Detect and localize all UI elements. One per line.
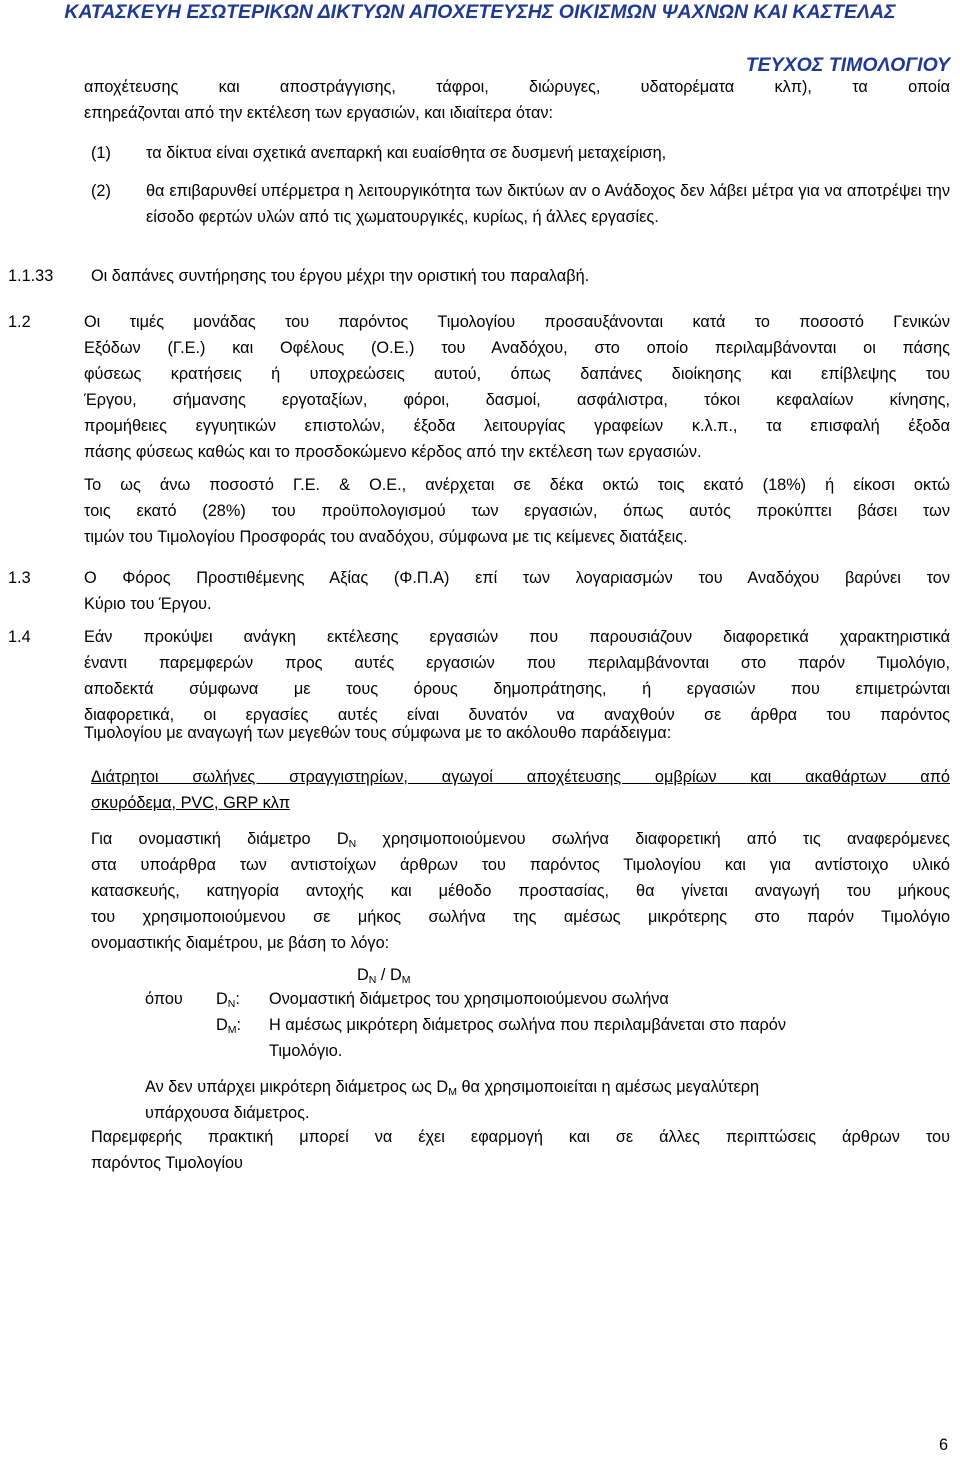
- text-line: έναντι παρεμφερών προς αυτές εργασιών που περιλαμβάνονται στο παρόν Τιμολόγιο,: [84, 654, 950, 672]
- text-line: παρόντος Τιμολογίου: [91, 1154, 243, 1172]
- section-1-2-paragraph-2: [84, 472, 950, 524]
- text-run: χρησιμοποιούμενου σωλήνα διαφορετική από τις αναφερόμενες: [356, 830, 950, 848]
- fallback-note: [145, 1074, 950, 1126]
- formula-symbol: D: [357, 966, 369, 984]
- text-line: [145, 1074, 950, 1100]
- text-line: διαφορετικά, οι εργασίες αυτές είναι δυνατόν να αναχθούν σε άρθρα του παρόντος: [84, 706, 950, 724]
- subscript: M: [227, 1024, 237, 1036]
- intro-line-1: αποχέτευσης και αποστράγγισης, τάφροι, διώρυγες, υδατορέματα κλπ), τα οποία: [84, 78, 950, 96]
- formula-symbol: D: [389, 966, 402, 984]
- formula-separator: /: [376, 966, 390, 984]
- colon: :: [236, 1016, 242, 1034]
- section-number: 1.4: [8, 628, 31, 646]
- where-label: όπου: [145, 990, 183, 1008]
- subscript: N: [348, 838, 357, 850]
- text-line: προμήθειες εγγυητικών επιστολών, έξοδα λειτουργίας γραφείων κ.λ.π., τα επισφαλή έξοδα: [84, 417, 950, 435]
- colon: :: [235, 990, 240, 1008]
- section-1-4-paragraph: [84, 624, 950, 728]
- condition-text: τα δίκτυα είναι σχετικά ανεπαρκή και ευαίσθητα σε δυσμενή μεταχείριση,: [146, 144, 667, 162]
- pipe-heading: [91, 764, 950, 790]
- page-number: 6: [938, 1436, 948, 1454]
- section-number: 1.2: [8, 313, 31, 331]
- intro-paragraph: [84, 74, 950, 100]
- text-line: Έργου, σήμανσης εργοταξίων, φόροι, δασμοί, ασφάλιστρα, τόκοι κεφαλαίων κίνησης,: [84, 391, 950, 409]
- section-text: Οι δαπάνες συντήρησης του έργου μέχρι την οριστική του παραλαβή.: [91, 267, 590, 285]
- pipe-heading-end: [91, 790, 950, 816]
- text-line: Τιμολογίου με αναγωγή των μεγεθών τους σύμφωνα με το ακόλουθο παράδειγμα:: [84, 724, 672, 742]
- text-line: Ο Φόρος Προστιθέμενης Αξίας (Φ.Π.Α) επί των λογαριασμών του Αναδόχου βαρύνει τον: [84, 569, 950, 587]
- section-1-2-last-line: [84, 439, 950, 465]
- text-line: φύσεως κρατήσεις ή υποχρεώσεις αυτού, όπως δαπάνες διοίκησης και επίβλεψης του: [84, 365, 950, 383]
- intro-line-2: επηρεάζονται από την εκτέλεση των εργασιών, και ιδιαίτερα όταν:: [84, 104, 554, 122]
- section-number: 1.3: [8, 569, 31, 587]
- text-run: Αν δεν υπάρχει μικρότερη διάμετρος ως D: [145, 1078, 449, 1096]
- text-line: στα υποάρθρα των αντιστοίχων άρθρων του παρόντος Τιμολογίου και για αντίστοιχο υλικό: [91, 856, 950, 874]
- text-line: αποδεκτά σύμφωνα με τους όρους δημοπράτησης, ή εργασιών που επιμετρώνται: [84, 680, 950, 698]
- text-line: Η αμέσως μικρότερη διάμετρος σωλήνα που περιλαμβάνεται στο παρόν: [269, 1016, 786, 1034]
- text-line: κατασκευής, κατηγορία αντοχής και μέθοδο προστασίας, θα γίνεται αναγωγή του μήκους: [91, 882, 950, 900]
- text-line: Παρεμφερής πρακτική μπορεί να έχει εφαρμογή και σε άλλες περιπτώσεις άρθρων του: [91, 1128, 950, 1146]
- section-number: 1.1.33: [8, 267, 54, 285]
- definition-text: Ονομαστική διάμετρος του χρησιμοποιούμενου σωλήνα: [269, 990, 669, 1008]
- condition-number: (1): [91, 144, 111, 162]
- nominal-diameter-end: [91, 930, 950, 956]
- definition-text: [269, 1012, 786, 1064]
- final-paragraph: [91, 1124, 950, 1150]
- formula-symbol: D: [216, 990, 228, 1008]
- text-line: τιμών του Τιμολογίου Προσφοράς του αναδόχου, σύμφωνα με τις κείμενες διατάξεις.: [84, 528, 688, 546]
- definition-symbol: [216, 986, 240, 1012]
- intro-line-2-wrap: [84, 100, 950, 126]
- document-header-title: ΚΑΤΑΣΚΕΥΗ ΕΣΩΤΕΡΙΚΩΝ ΔΙΚΤΥΩΝ ΑΠΟΧΕΤΕΥΣΗΣ ΟΙΚΙΣΜΩΝ ΨΑΧΝΩΝ ΚΑΙ ΚΑΣΤΕΛΑΣ: [64, 1, 896, 23]
- text-line: τοις εκατό (28%) του προϋπολογισμού των εργασιών, όπως αυτός προκύπτει βάσει των: [84, 502, 950, 520]
- text-line: Οι τιμές μονάδας του παρόντος Τιμολογίου προσαυξάνονται κατά το ποσοστό Γενικών: [84, 313, 950, 331]
- condition-text: θα επιβαρυνθεί υπέρμετρα η λειτουργικότητα των δικτύων αν ο Ανάδοχος δεν λάβει μέτρα για να αποτρέψει την είσοδο φερτών υλών από τις χωματουργικές, κυρίως, ή άλλες εργασίες.: [146, 182, 950, 226]
- subscript: M: [448, 1086, 457, 1098]
- text-line: του χρησιμοποιούμενου σε μήκος σωλήνα της αμέσως μικρότερης στο παρόν Τιμολόγιο: [91, 908, 950, 926]
- text-line: ονομαστικής διαμέτρου, με βάση το λόγο:: [91, 934, 390, 952]
- text-line: Τιμολόγιο.: [269, 1042, 343, 1060]
- subscript: N: [368, 974, 377, 986]
- text-run: θα χρησιμοποιείται η αμέσως μεγαλύτερη: [456, 1078, 760, 1096]
- text-line: Εάν προκύψει ανάγκη εκτέλεσης εργασιών που παρουσιάζουν διαφορετικά χαρακτηριστικά: [84, 628, 950, 646]
- subscript: N: [227, 998, 236, 1010]
- text-line: πάσης φύσεως καθώς και το προσδοκώμενο κέρδος από την εκτέλεση των εργασιών.: [84, 443, 702, 461]
- text-line: Εξόδων (Γ.Ε.) και Οφέλους (Ο.Ε.) του Αναδόχου, στο οποίο περιλαμβάνονται οι πάσης: [84, 339, 950, 357]
- heading-line: σκυρόδεμα, PVC, GRP κλπ: [91, 794, 291, 812]
- section-1-4-end: [84, 720, 950, 746]
- text-line: Κύριο του Έργου.: [84, 595, 212, 613]
- nominal-diameter-paragraph: [91, 826, 950, 930]
- subscript: M: [401, 974, 411, 986]
- text-line: [91, 826, 950, 852]
- section-1-3-paragraph: [84, 565, 950, 591]
- document-type-label: ΤΕΥΧΟΣ ΤΙΜΟΛΟΓΙΟΥ: [745, 54, 950, 76]
- ratio-formula: [357, 962, 410, 988]
- heading-line: Διάτρητοι σωλήνες στραγγιστηρίων, αγωγοί αποχέτευσης ομβρίων και ακαθάρτων από: [91, 768, 950, 786]
- text-run: Για ονομαστική διάμετρο D: [91, 830, 349, 848]
- section-1-2-paragraph: [84, 309, 950, 439]
- section-1-3-end: [84, 591, 950, 617]
- final-paragraph-end: [91, 1150, 950, 1176]
- definition-symbol: [216, 1012, 241, 1038]
- condition-number: (2): [91, 182, 111, 200]
- text-line: υπάρχουσα διάμετρος.: [145, 1104, 310, 1122]
- section-1-2-paragraph-2-end: [84, 524, 950, 550]
- formula-symbol: D: [216, 1016, 228, 1034]
- text-line: Το ως άνω ποσοστό Γ.Ε. & Ο.Ε., ανέρχεται σε δέκα οκτώ τοις εκατό (18%) ή είκοσι οκτώ: [84, 476, 950, 494]
